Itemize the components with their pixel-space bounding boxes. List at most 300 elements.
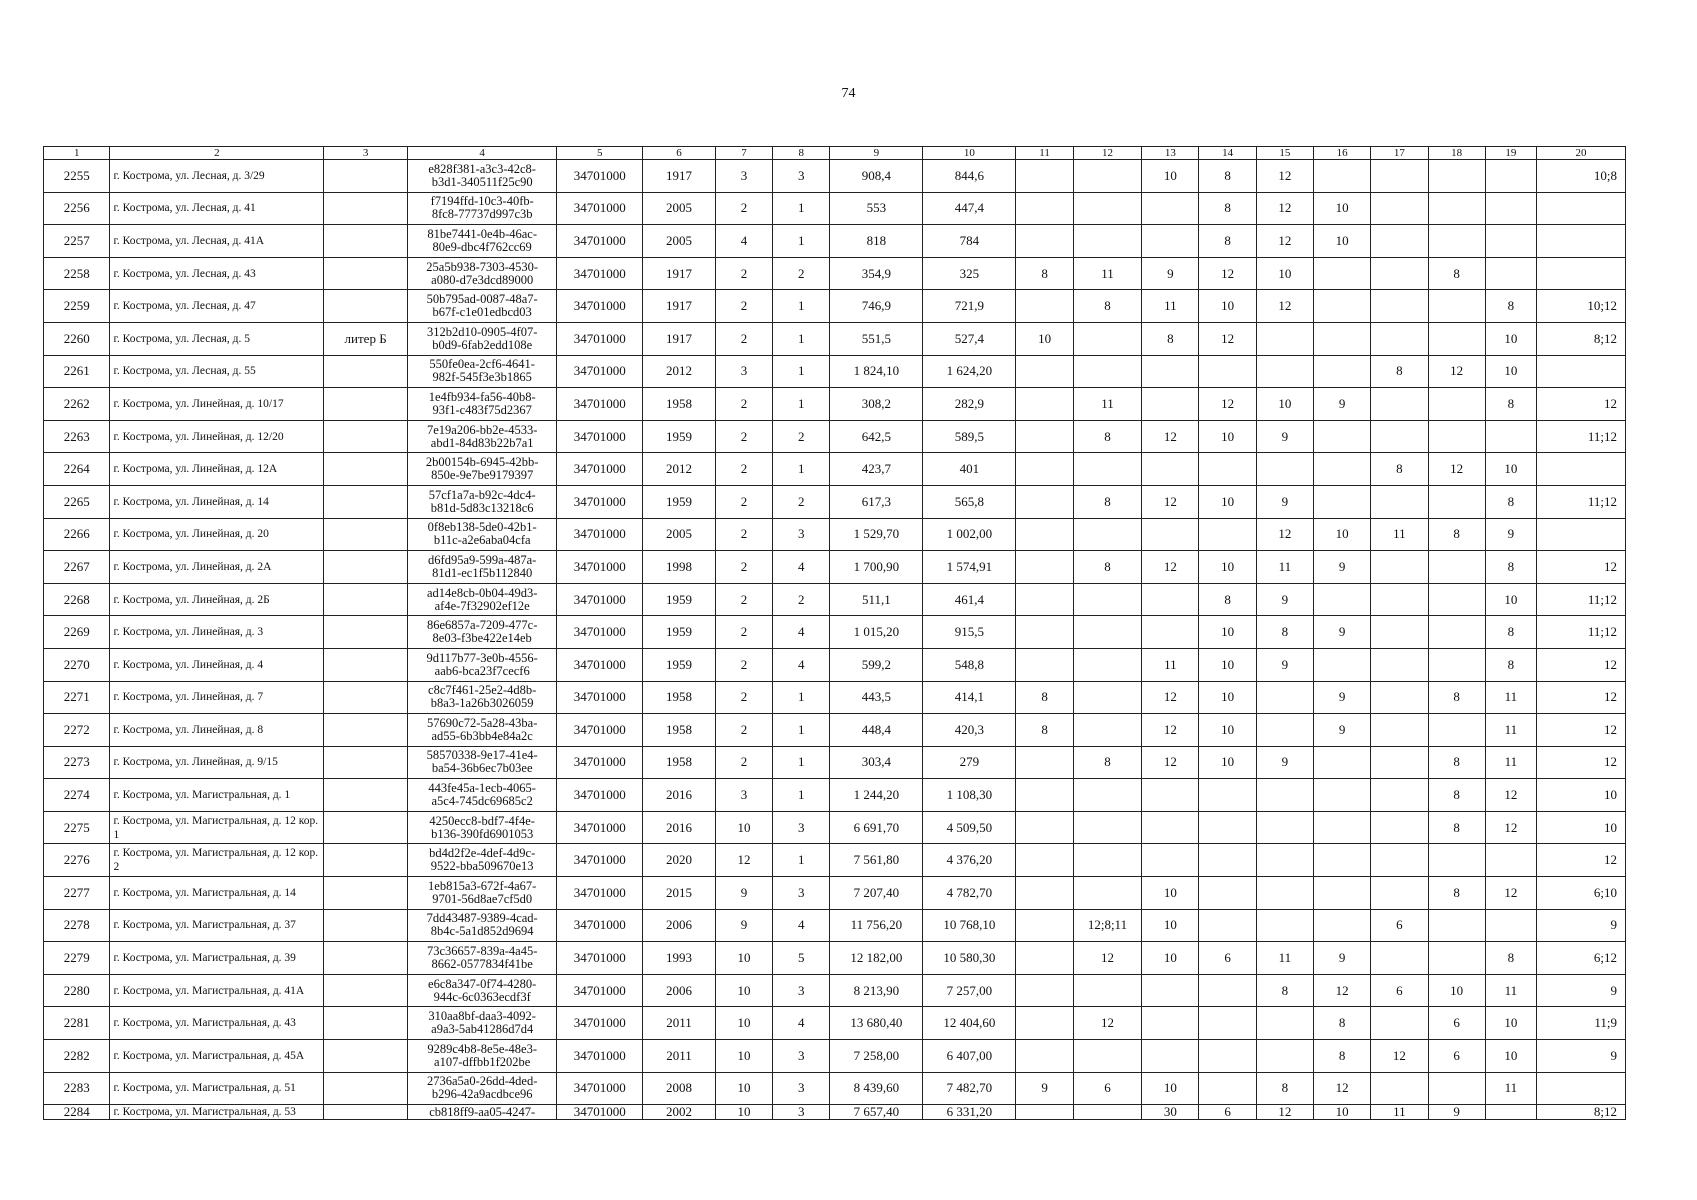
residential-area-cell: 6 407,00 bbox=[923, 1040, 1016, 1073]
code-cell-12: 8 bbox=[1073, 290, 1142, 323]
code-cell-20: 6;12 bbox=[1536, 942, 1625, 975]
code-cell-18 bbox=[1428, 844, 1485, 877]
code-cell-15: 12 bbox=[1256, 160, 1313, 193]
code-cell-15: 9 bbox=[1256, 420, 1313, 453]
code-cell-19: 11 bbox=[1485, 746, 1536, 779]
code-cell-16: 12 bbox=[1314, 974, 1371, 1007]
code-cell-12 bbox=[1073, 714, 1142, 747]
guid-line-1: e828f381-a3c3-42c8- bbox=[428, 161, 536, 176]
total-area-cell: 12 182,00 bbox=[830, 942, 923, 975]
floors-cell: 2 bbox=[715, 322, 772, 355]
code-cell-19: 8 bbox=[1485, 551, 1536, 584]
residential-area-cell: 844,6 bbox=[923, 160, 1016, 193]
guid-line-2: 944c-6c0363ecdf3f bbox=[433, 989, 531, 1004]
letter-cell bbox=[324, 160, 408, 193]
code-cell-14 bbox=[1199, 844, 1256, 877]
guid-line-1: d6fd95a9-599a-487a- bbox=[428, 552, 537, 567]
row-number-cell: 2258 bbox=[44, 257, 110, 290]
code-cell-16 bbox=[1314, 779, 1371, 812]
letter-cell bbox=[324, 420, 408, 453]
code-cell-18 bbox=[1428, 225, 1485, 258]
code-cell-13: 12 bbox=[1142, 714, 1199, 747]
floors-cell: 2 bbox=[715, 290, 772, 323]
entrances-cell: 1 bbox=[773, 453, 830, 486]
table-row bbox=[44, 648, 1626, 681]
guid-line-1: bd4d2f2e-4def-4d9c- bbox=[429, 846, 536, 861]
code-cell-17 bbox=[1371, 648, 1428, 681]
address-cell: г. Кострома, ул. Лесная, д. 3/29 bbox=[110, 160, 324, 193]
residential-area-cell: 447,4 bbox=[923, 192, 1016, 225]
code-cell-20: 8;12 bbox=[1536, 1105, 1625, 1120]
guid-line-1: 0f8eb138-5de0-42b1- bbox=[427, 520, 537, 535]
code-cell-19: 12 bbox=[1485, 811, 1536, 844]
table-body bbox=[44, 160, 1626, 1120]
letter-cell bbox=[324, 583, 408, 616]
code-cell-16: 9 bbox=[1314, 714, 1371, 747]
table-row bbox=[44, 877, 1626, 910]
code-cell-15 bbox=[1256, 909, 1313, 942]
guid-line-2: 8e03-f3be422e14eb bbox=[432, 631, 532, 646]
total-area-cell: 1 244,20 bbox=[830, 779, 923, 812]
code-cell-12 bbox=[1073, 355, 1142, 388]
code-cell-15 bbox=[1256, 681, 1313, 714]
code-cell-16 bbox=[1314, 583, 1371, 616]
year-cell: 1959 bbox=[643, 616, 716, 649]
column-header: 1 bbox=[44, 147, 110, 160]
code-cell-13: 10 bbox=[1142, 942, 1199, 975]
oktmo-cell: 34701000 bbox=[557, 942, 643, 975]
table-row bbox=[44, 844, 1626, 877]
letter-cell bbox=[324, 811, 408, 844]
oktmo-cell: 34701000 bbox=[557, 453, 643, 486]
code-cell-17 bbox=[1371, 551, 1428, 584]
row-number-cell: 2257 bbox=[44, 225, 110, 258]
code-cell-19 bbox=[1485, 160, 1536, 193]
total-area-cell: 818 bbox=[830, 225, 923, 258]
code-cell-15: 12 bbox=[1256, 518, 1313, 551]
address-cell: г. Кострома, ул. Магистральная, д. 45А bbox=[110, 1040, 324, 1073]
year-cell: 2005 bbox=[643, 225, 716, 258]
guid-line-1: 25a5b938-7303-4530- bbox=[426, 259, 539, 274]
entrances-cell: 3 bbox=[773, 1072, 830, 1105]
code-cell-20: 12 bbox=[1536, 648, 1625, 681]
code-cell-14: 12 bbox=[1199, 388, 1256, 421]
code-cell-15 bbox=[1256, 322, 1313, 355]
code-cell-12 bbox=[1073, 518, 1142, 551]
code-cell-17 bbox=[1371, 811, 1428, 844]
year-cell: 1917 bbox=[643, 290, 716, 323]
year-cell: 2006 bbox=[643, 974, 716, 1007]
floors-cell: 10 bbox=[715, 974, 772, 1007]
guid-cell bbox=[408, 583, 557, 616]
guid-cell bbox=[408, 485, 557, 518]
floors-cell: 2 bbox=[715, 714, 772, 747]
total-area-cell: 7 657,40 bbox=[830, 1105, 923, 1120]
total-area-cell: 617,3 bbox=[830, 485, 923, 518]
row-number-cell: 2262 bbox=[44, 388, 110, 421]
total-area-cell: 7 561,80 bbox=[830, 844, 923, 877]
column-header: 16 bbox=[1314, 147, 1371, 160]
row-number-cell: 2274 bbox=[44, 779, 110, 812]
row-number-cell: 2255 bbox=[44, 160, 110, 193]
table-row bbox=[44, 1007, 1626, 1040]
code-cell-12 bbox=[1073, 811, 1142, 844]
code-cell-18 bbox=[1428, 420, 1485, 453]
code-cell-13: 12 bbox=[1142, 746, 1199, 779]
address-cell: г. Кострома, ул. Линейная, д. 20 bbox=[110, 518, 324, 551]
oktmo-cell: 34701000 bbox=[557, 616, 643, 649]
code-cell-18: 8 bbox=[1428, 877, 1485, 910]
code-cell-14 bbox=[1199, 1007, 1256, 1040]
column-header: 4 bbox=[408, 147, 557, 160]
code-cell-16 bbox=[1314, 746, 1371, 779]
housing-registry-table bbox=[43, 146, 1626, 1120]
entrances-cell: 2 bbox=[773, 420, 830, 453]
oktmo-cell: 34701000 bbox=[557, 583, 643, 616]
floors-cell: 2 bbox=[715, 453, 772, 486]
guid-line-1: 1e4fb934-fa56-40b8- bbox=[428, 389, 536, 404]
table-row bbox=[44, 322, 1626, 355]
code-cell-17 bbox=[1371, 746, 1428, 779]
column-header: 2 bbox=[110, 147, 324, 160]
oktmo-cell: 34701000 bbox=[557, 648, 643, 681]
code-cell-12: 12;8;11 bbox=[1073, 909, 1142, 942]
year-cell: 2006 bbox=[643, 909, 716, 942]
code-cell-17 bbox=[1371, 1007, 1428, 1040]
code-cell-17 bbox=[1371, 192, 1428, 225]
guid-line-2: a107-dffbb1f202be bbox=[434, 1054, 531, 1069]
table-row bbox=[44, 355, 1626, 388]
year-cell: 1958 bbox=[643, 746, 716, 779]
code-cell-16 bbox=[1314, 453, 1371, 486]
guid-line-1: e6c8a347-0f74-4280- bbox=[428, 976, 537, 991]
address-cell: г. Кострома, ул. Линейная, д. 12А bbox=[110, 453, 324, 486]
code-cell-19: 8 bbox=[1485, 485, 1536, 518]
oktmo-cell: 34701000 bbox=[557, 714, 643, 747]
guid-cell bbox=[408, 290, 557, 323]
guid-line-1: 57690c72-5a28-43ba- bbox=[426, 715, 538, 730]
address-cell: г. Кострома, ул. Линейная, д. 8 bbox=[110, 714, 324, 747]
floors-cell: 2 bbox=[715, 583, 772, 616]
code-cell-16 bbox=[1314, 844, 1371, 877]
code-cell-19: 12 bbox=[1485, 779, 1536, 812]
code-cell-15: 12 bbox=[1256, 290, 1313, 323]
letter-cell bbox=[324, 551, 408, 584]
code-cell-12 bbox=[1073, 322, 1142, 355]
residential-area-cell: 12 404,60 bbox=[923, 1007, 1016, 1040]
code-cell-20: 11;12 bbox=[1536, 420, 1625, 453]
total-area-cell: 7 207,40 bbox=[830, 877, 923, 910]
year-cell: 1959 bbox=[643, 648, 716, 681]
page-number: 74 bbox=[841, 86, 856, 101]
code-cell-17 bbox=[1371, 1072, 1428, 1105]
residential-area-cell: 279 bbox=[923, 746, 1016, 779]
address-cell: г. Кострома, ул. Линейная, д. 3 bbox=[110, 616, 324, 649]
guid-line-2: 982f-545f3e3b1865 bbox=[432, 370, 532, 385]
year-cell: 1917 bbox=[643, 257, 716, 290]
floors-cell: 2 bbox=[715, 746, 772, 779]
code-cell-12: 8 bbox=[1073, 746, 1142, 779]
code-cell-19 bbox=[1485, 1105, 1536, 1120]
code-cell-19: 8 bbox=[1485, 616, 1536, 649]
code-cell-17 bbox=[1371, 583, 1428, 616]
code-cell-15: 9 bbox=[1256, 648, 1313, 681]
total-area-cell: 746,9 bbox=[830, 290, 923, 323]
code-cell-13: 10 bbox=[1142, 909, 1199, 942]
year-cell: 2008 bbox=[643, 1072, 716, 1105]
oktmo-cell: 34701000 bbox=[557, 225, 643, 258]
address-cell: г. Кострома, ул. Магистральная, д. 12 кор. 1 bbox=[110, 811, 324, 844]
code-cell-13: 11 bbox=[1142, 290, 1199, 323]
code-cell-16: 9 bbox=[1314, 388, 1371, 421]
code-cell-20: 11;12 bbox=[1536, 485, 1625, 518]
oktmo-cell: 34701000 bbox=[557, 1072, 643, 1105]
total-area-cell: 13 680,40 bbox=[830, 1007, 923, 1040]
oktmo-cell: 34701000 bbox=[557, 192, 643, 225]
code-cell-18 bbox=[1428, 648, 1485, 681]
code-cell-13 bbox=[1142, 583, 1199, 616]
row-number-cell: 2269 bbox=[44, 616, 110, 649]
oktmo-cell: 34701000 bbox=[557, 551, 643, 584]
total-area-cell: 1 700,90 bbox=[830, 551, 923, 584]
oktmo-cell: 34701000 bbox=[557, 160, 643, 193]
code-cell-18 bbox=[1428, 583, 1485, 616]
residential-area-cell: 6 331,20 bbox=[923, 1105, 1016, 1120]
code-cell-13 bbox=[1142, 355, 1199, 388]
address-cell: г. Кострома, ул. Лесная, д. 55 bbox=[110, 355, 324, 388]
row-number-cell: 2259 bbox=[44, 290, 110, 323]
table-row bbox=[44, 225, 1626, 258]
guid-cell bbox=[408, 322, 557, 355]
code-cell-20 bbox=[1536, 355, 1625, 388]
code-cell-16 bbox=[1314, 909, 1371, 942]
letter-cell bbox=[324, 974, 408, 1007]
code-cell-19: 10 bbox=[1485, 583, 1536, 616]
floors-cell: 2 bbox=[715, 551, 772, 584]
letter-cell bbox=[324, 453, 408, 486]
code-cell-19: 11 bbox=[1485, 1072, 1536, 1105]
entrances-cell: 1 bbox=[773, 714, 830, 747]
code-cell-15 bbox=[1256, 714, 1313, 747]
table-row bbox=[44, 551, 1626, 584]
row-number-cell: 2268 bbox=[44, 583, 110, 616]
guid-line-2: b296-42a9acdbce96 bbox=[431, 1087, 533, 1102]
code-cell-16: 10 bbox=[1314, 1105, 1371, 1120]
code-cell-13 bbox=[1142, 518, 1199, 551]
table-row bbox=[44, 160, 1626, 193]
table-row bbox=[44, 388, 1626, 421]
letter-cell bbox=[324, 877, 408, 910]
total-area-cell: 8 439,60 bbox=[830, 1072, 923, 1105]
table-row bbox=[44, 779, 1626, 812]
floors-cell: 4 bbox=[715, 225, 772, 258]
code-cell-13: 10 bbox=[1142, 1072, 1199, 1105]
code-cell-14 bbox=[1199, 811, 1256, 844]
guid-line-2: a5c4-745dc69685c2 bbox=[431, 794, 533, 809]
code-cell-18: 8 bbox=[1428, 257, 1485, 290]
residential-area-cell: 420,3 bbox=[923, 714, 1016, 747]
address-cell: г. Кострома, ул. Лесная, д. 41А bbox=[110, 225, 324, 258]
code-cell-16 bbox=[1314, 648, 1371, 681]
code-cell-15: 8 bbox=[1256, 616, 1313, 649]
guid-line-1: 310aa8bf-daa3-4092- bbox=[428, 1009, 536, 1024]
code-cell-17 bbox=[1371, 714, 1428, 747]
total-area-cell: 7 258,00 bbox=[830, 1040, 923, 1073]
guid-line-1: 312b2d10-0905-4f07- bbox=[426, 324, 538, 339]
code-cell-20 bbox=[1536, 518, 1625, 551]
code-cell-17: 12 bbox=[1371, 1040, 1428, 1073]
code-cell-15 bbox=[1256, 877, 1313, 910]
code-cell-11 bbox=[1016, 844, 1073, 877]
year-cell: 1958 bbox=[643, 388, 716, 421]
code-cell-17 bbox=[1371, 160, 1428, 193]
code-cell-20: 11;12 bbox=[1536, 583, 1625, 616]
table-row bbox=[44, 942, 1626, 975]
column-header: 8 bbox=[773, 147, 830, 160]
code-cell-17 bbox=[1371, 290, 1428, 323]
code-cell-19: 12 bbox=[1485, 877, 1536, 910]
oktmo-cell: 34701000 bbox=[557, 844, 643, 877]
floors-cell: 9 bbox=[715, 877, 772, 910]
code-cell-17: 6 bbox=[1371, 909, 1428, 942]
code-cell-18 bbox=[1428, 1072, 1485, 1105]
code-cell-19: 10 bbox=[1485, 355, 1536, 388]
floors-cell: 10 bbox=[715, 1040, 772, 1073]
code-cell-11 bbox=[1016, 225, 1073, 258]
oktmo-cell: 34701000 bbox=[557, 1040, 643, 1073]
code-cell-17 bbox=[1371, 877, 1428, 910]
total-area-cell: 354,9 bbox=[830, 257, 923, 290]
year-cell: 2016 bbox=[643, 811, 716, 844]
code-cell-16 bbox=[1314, 160, 1371, 193]
residential-area-cell: 527,4 bbox=[923, 322, 1016, 355]
code-cell-12: 8 bbox=[1073, 420, 1142, 453]
entrances-cell: 3 bbox=[773, 1105, 830, 1120]
table-row bbox=[44, 714, 1626, 747]
code-cell-19: 10 bbox=[1485, 322, 1536, 355]
year-cell: 1959 bbox=[643, 485, 716, 518]
column-header: 18 bbox=[1428, 147, 1485, 160]
code-cell-14: 12 bbox=[1199, 322, 1256, 355]
entrances-cell: 4 bbox=[773, 909, 830, 942]
code-cell-15: 12 bbox=[1256, 192, 1313, 225]
entrances-cell: 1 bbox=[773, 225, 830, 258]
code-cell-15: 9 bbox=[1256, 583, 1313, 616]
row-number-cell: 2278 bbox=[44, 909, 110, 942]
code-cell-20: 12 bbox=[1536, 844, 1625, 877]
guid-cell bbox=[408, 192, 557, 225]
code-cell-14 bbox=[1199, 909, 1256, 942]
address-cell: г. Кострома, ул. Магистральная, д. 39 bbox=[110, 942, 324, 975]
code-cell-14 bbox=[1199, 355, 1256, 388]
code-cell-11 bbox=[1016, 551, 1073, 584]
code-cell-19 bbox=[1485, 909, 1536, 942]
entrances-cell: 3 bbox=[773, 811, 830, 844]
code-cell-19: 8 bbox=[1485, 648, 1536, 681]
guid-line-2: b0d9-6fab2edd108e bbox=[432, 337, 533, 352]
code-cell-17 bbox=[1371, 485, 1428, 518]
oktmo-cell: 34701000 bbox=[557, 388, 643, 421]
code-cell-17: 11 bbox=[1371, 518, 1428, 551]
total-area-cell: 642,5 bbox=[830, 420, 923, 453]
residential-area-cell: 10 768,10 bbox=[923, 909, 1016, 942]
guid-line-2: b67f-c1e01edbcd03 bbox=[432, 305, 532, 320]
code-cell-16: 10 bbox=[1314, 518, 1371, 551]
code-cell-20: 11;12 bbox=[1536, 616, 1625, 649]
code-cell-16 bbox=[1314, 257, 1371, 290]
entrances-cell: 1 bbox=[773, 844, 830, 877]
code-cell-13 bbox=[1142, 811, 1199, 844]
oktmo-cell: 34701000 bbox=[557, 485, 643, 518]
residential-area-cell: 4 509,50 bbox=[923, 811, 1016, 844]
letter-cell bbox=[324, 1007, 408, 1040]
entrances-cell: 4 bbox=[773, 1007, 830, 1040]
year-cell: 1993 bbox=[643, 942, 716, 975]
table-row bbox=[44, 453, 1626, 486]
column-header: 7 bbox=[715, 147, 772, 160]
code-cell-18: 12 bbox=[1428, 355, 1485, 388]
code-cell-14: 8 bbox=[1199, 160, 1256, 193]
floors-cell: 3 bbox=[715, 355, 772, 388]
total-area-cell: 599,2 bbox=[830, 648, 923, 681]
code-cell-12 bbox=[1073, 192, 1142, 225]
code-cell-20: 9 bbox=[1536, 1040, 1625, 1073]
code-cell-14: 10 bbox=[1199, 714, 1256, 747]
code-cell-19: 11 bbox=[1485, 681, 1536, 714]
guid-line-1: 57cf1a7a-b92c-4dc4- bbox=[428, 487, 536, 502]
letter-cell bbox=[324, 290, 408, 323]
oktmo-cell: 34701000 bbox=[557, 909, 643, 942]
table-header bbox=[44, 147, 1626, 160]
letter-cell bbox=[324, 844, 408, 877]
floors-cell: 10 bbox=[715, 811, 772, 844]
entrances-cell: 1 bbox=[773, 681, 830, 714]
code-cell-11: 10 bbox=[1016, 322, 1073, 355]
residential-area-cell: 4 376,20 bbox=[923, 844, 1016, 877]
code-cell-11: 9 bbox=[1016, 1072, 1073, 1105]
code-cell-17 bbox=[1371, 844, 1428, 877]
code-cell-18 bbox=[1428, 551, 1485, 584]
floors-cell: 2 bbox=[715, 681, 772, 714]
guid-line-1: 550fe0ea-2cf6-4641- bbox=[429, 357, 535, 372]
oktmo-cell: 34701000 bbox=[557, 290, 643, 323]
code-cell-17: 8 bbox=[1371, 453, 1428, 486]
code-cell-20 bbox=[1536, 192, 1625, 225]
code-cell-11 bbox=[1016, 877, 1073, 910]
floors-cell: 2 bbox=[715, 192, 772, 225]
code-cell-18: 12 bbox=[1428, 453, 1485, 486]
code-cell-12 bbox=[1073, 974, 1142, 1007]
letter-cell bbox=[324, 192, 408, 225]
entrances-cell: 2 bbox=[773, 257, 830, 290]
code-cell-14: 8 bbox=[1199, 192, 1256, 225]
entrances-cell: 3 bbox=[773, 974, 830, 1007]
code-cell-14: 10 bbox=[1199, 290, 1256, 323]
guid-line-2: 80e9-dbc4f762cc69 bbox=[432, 239, 532, 254]
guid-line-1: ad14e8cb-0b04-49d3- bbox=[426, 585, 538, 600]
guid-line-1: 1eb815a3-672f-4a67- bbox=[428, 878, 537, 893]
code-cell-18 bbox=[1428, 160, 1485, 193]
code-cell-13: 12 bbox=[1142, 681, 1199, 714]
code-cell-11 bbox=[1016, 974, 1073, 1007]
floors-cell: 2 bbox=[715, 420, 772, 453]
code-cell-20: 10;12 bbox=[1536, 290, 1625, 323]
code-cell-14 bbox=[1199, 1072, 1256, 1105]
guid-cell bbox=[408, 779, 557, 812]
code-cell-18 bbox=[1428, 290, 1485, 323]
code-cell-15: 8 bbox=[1256, 1072, 1313, 1105]
code-cell-18 bbox=[1428, 388, 1485, 421]
